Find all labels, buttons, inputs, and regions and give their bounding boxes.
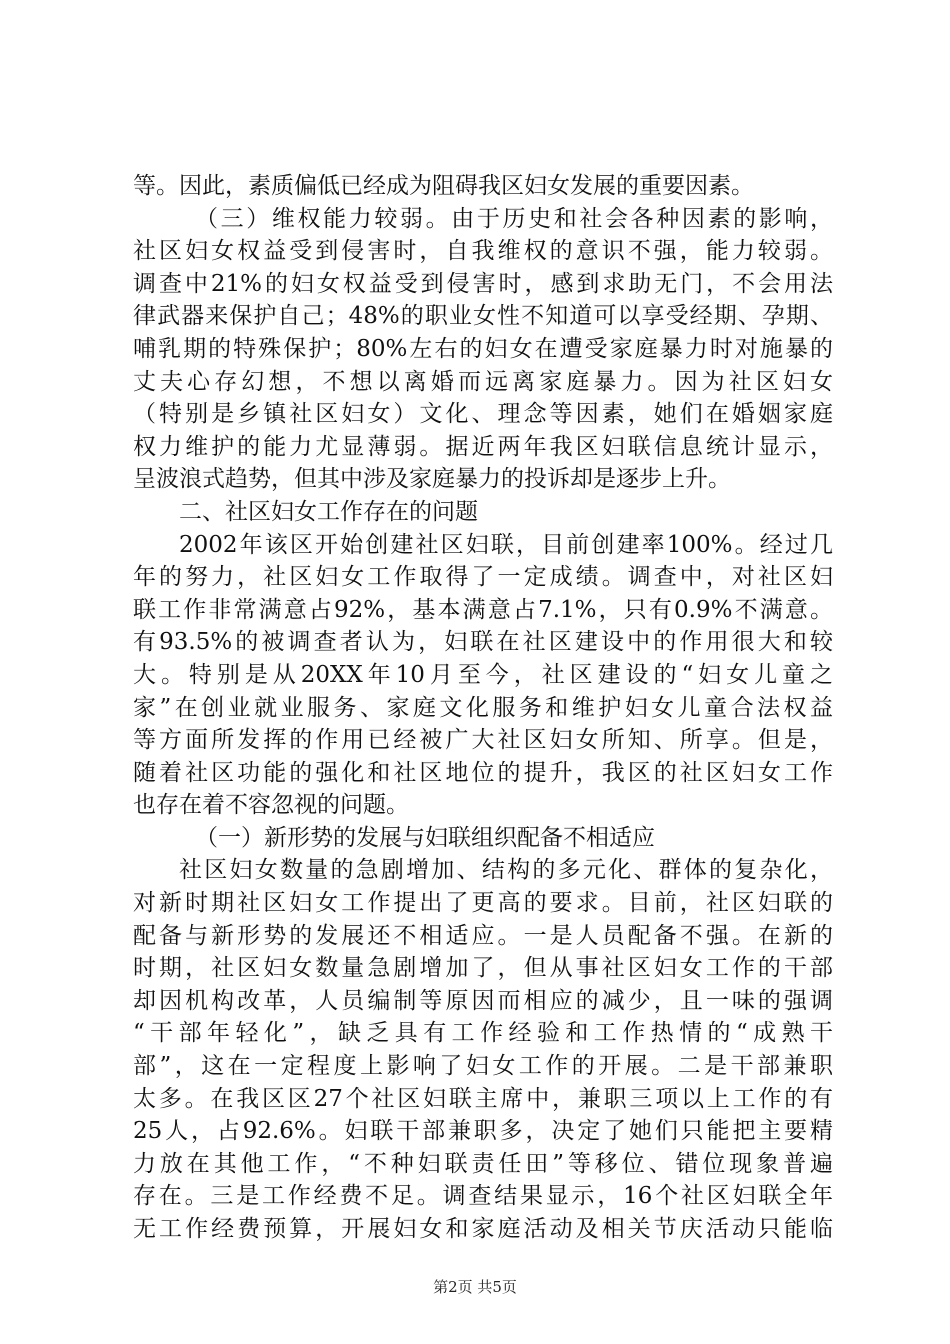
text-line: （三）维权能力较弱。由于历史和社会各种因素的影响， <box>195 205 833 232</box>
section-heading: 二、社区妇女工作存在的问题 <box>179 498 478 525</box>
text-line: 对新时期社区妇女工作提出了更高的要求。目前，社区妇联的 <box>133 890 833 917</box>
text-line: 丈夫心存幻想，不想以离婚而远离家庭暴力。因为社区妇女 <box>133 368 833 395</box>
text-line: 存在。三是工作经费不足。调查结果显示，16个社区妇联全年 <box>133 1183 833 1210</box>
text-line: 家”在创业就业服务、家庭文化服务和维护妇女儿童合法权益 <box>133 694 833 721</box>
text-line: 联工作非常满意占92%，基本满意占7.1%，只有0.9%不满意。 <box>133 596 833 623</box>
text-line: 社区妇女数量的急剧增加、结构的多元化、群体的复杂化， <box>179 857 833 884</box>
text-line: 2002年该区开始创建社区妇联，目前创建率100%。经过几 <box>179 531 833 558</box>
text-line: 无工作经费预算，开展妇女和家庭活动及相关节庆活动只能临 <box>133 1216 833 1242</box>
text-line: 呈波浪式趋势，但其中涉及家庭暴力的投诉却是逐步上升。 <box>133 466 731 493</box>
text-line: 律武器来保护自己；48%的职业女性不知道可以享受经期、孕期、 <box>133 303 833 330</box>
text-line: 配备与新形势的发展还不相适应。一是人员配备不强。在新的 <box>133 922 833 949</box>
text-line: 有93.5%的被调查者认为，妇联在社区建设中的作用很大和较 <box>133 629 833 656</box>
document-body <box>133 170 833 1246</box>
text-line: （特别是乡镇社区妇女）文化、理念等因素，她们在婚姻家庭 <box>133 401 833 428</box>
text-line: 部”，这在一定程度上影响了妇女工作的开展。二是干部兼职 <box>133 1053 833 1080</box>
text-line: 年的努力，社区妇女工作取得了一定成绩。调查中，对社区妇 <box>133 564 833 591</box>
text-line: 等。因此，素质偏低已经成为阻碍我区妇女发展的重要因素。 <box>133 173 754 199</box>
text-line: 调查中21%的妇女权益受到侵害时，感到求助无门，不会用法 <box>133 270 833 297</box>
text-line: 太多。在我区区27个社区妇联主席中，兼职三项以上工作的有 <box>133 1085 833 1112</box>
text-line: 等方面所发挥的作用已经被广大社区妇女所知、所享。但是， <box>133 727 833 754</box>
text-line: 也存在着不容忽视的问题。 <box>133 792 409 819</box>
text-line: 却因机构改革，人员编制等原因而相应的减少，且一味的强调 <box>133 987 833 1014</box>
page-number-footer: 第2页 共5页 <box>433 1278 517 1296</box>
text-line: 随着社区功能的强化和社区地位的提升，我区的社区妇女工作 <box>133 759 833 786</box>
text-line: 权力维护的能力尤显薄弱。据近两年我区妇联信息统计显示， <box>133 433 833 460</box>
text-line: “干部年轻化”，缺乏具有工作经验和工作热情的“成熟干 <box>133 1020 833 1047</box>
text-line: 时期，社区妇女数量急剧增加了，但从事社区妇女工作的干部 <box>133 955 833 982</box>
text-line: 社区妇女权益受到侵害时，自我维权的意识不强，能力较弱。 <box>133 238 833 265</box>
subsection-heading: （一）新形势的发展与妇联组织配备不相适应 <box>195 824 655 851</box>
text-line: 大。特别是从20XX年10月至今，社区建设的“妇女儿童之 <box>133 661 833 688</box>
text-line: 25人，占92.6%。妇联干部兼职多，决定了她们只能把主要精 <box>133 1118 833 1145</box>
text-line: 力放在其他工作，“不种妇联责任田”等移位、错位现象普遍 <box>133 1150 833 1177</box>
text-line: 哺乳期的特殊保护；80%左右的妇女在遭受家庭暴力时对施暴的 <box>133 335 833 362</box>
